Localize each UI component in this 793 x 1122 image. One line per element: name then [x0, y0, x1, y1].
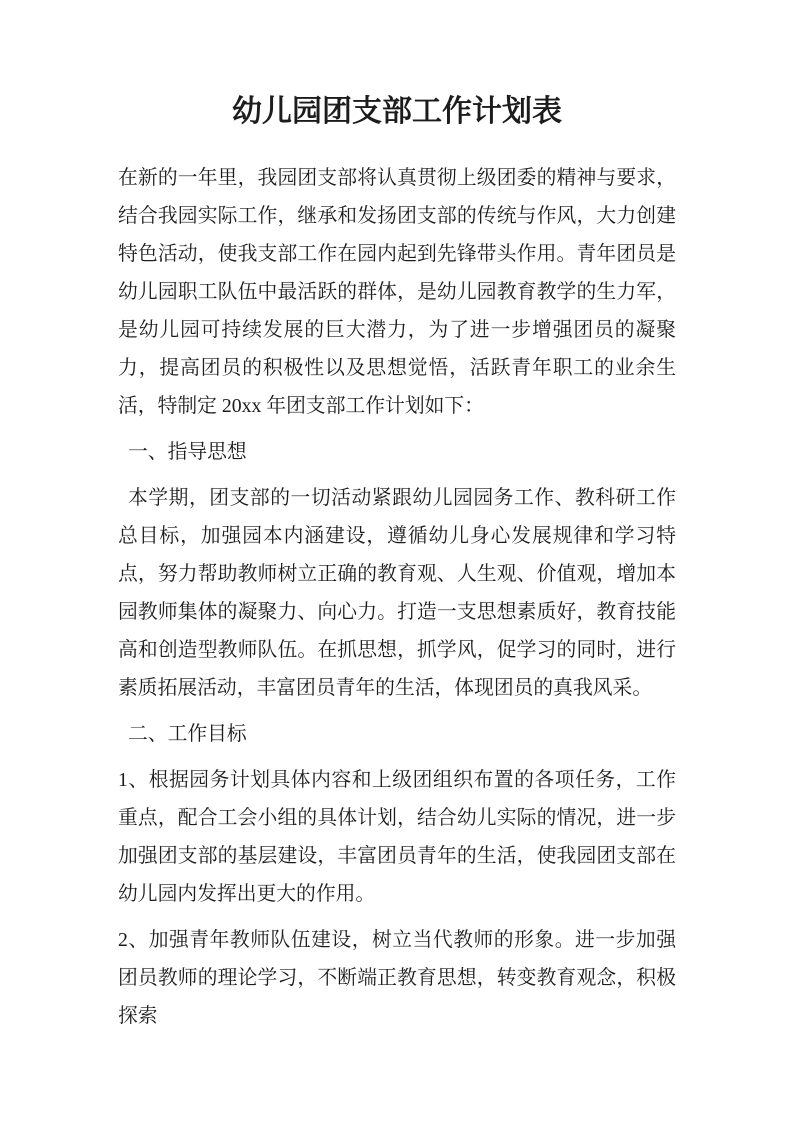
- section-heading-2: 二、工作目标: [128, 723, 247, 745]
- goal-item-1-paragraph: 1、根据园务计划具体内容和上级团组织布置的各项任务，工作重点，配合工会小组的具体计划，结合幼儿实际的情况，进一步加强团支部的基层建设，丰富团员青年的生活，使我园团支部在幼儿园内发挥出更大的作用。: [118, 769, 676, 905]
- intro-paragraph: 在新的一年里，我园团支部将认真贯彻上级团委的精神与要求，结合我园实际工作，继承和发扬团支部的传统与作风，大力创建特色活动，使我支部工作在园内起到先锋带头作用。青年团员是幼儿园职工队伍中最活跃的群体，是幼儿园教育教学的生力军，是幼儿园可持续发展的巨大潜力，为了进一步增强团员的凝聚力，提高团员的积极性以及思想觉悟，活跃青年职工的业余生活，特制定 20xx 年团支部工作计划如下：: [118, 167, 676, 417]
- document-content: [118, 92, 676, 1043]
- page-title: 幼儿园团支部工作计划表: [232, 95, 562, 128]
- section-heading-1: 一、指导思想: [128, 441, 247, 463]
- section-1-paragraph: 本学期，团支部的一切活动紧跟幼儿园园务工作、教科研工作总目标，加强园本内涵建设，遵循幼儿身心发展规律和学习特点，努力帮助教师树立正确的教育观、人生观、价值观，增加本园教师集体的凝聚力、向心力。打造一支思想素质好，教育技能高和创造型教师队伍。在抓思想，抓学风，促学习的同时，进行素质拓展活动，丰富团员青年的生活，体现团员的真我风采。: [118, 487, 676, 699]
- goal-item-2-paragraph: 2、加强青年教师队伍建设，树立当代教师的形象。进一步加强团员教师的理论学习，不断端正教育思想，转变教育观念，积极探索: [118, 929, 676, 1027]
